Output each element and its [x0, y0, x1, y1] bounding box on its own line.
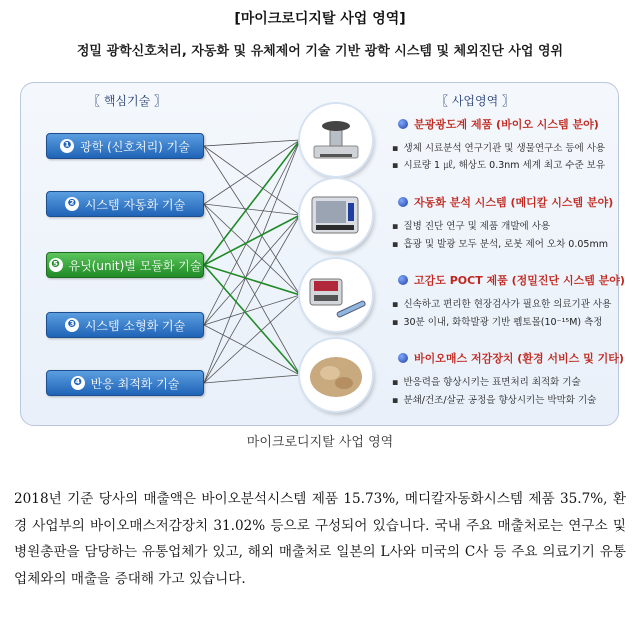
biomass-image: [300, 339, 372, 411]
spectrophotometer-image: [300, 104, 372, 176]
poct-device-image: [300, 259, 372, 331]
tech-label: 시스템 소형화 기술: [84, 318, 186, 333]
business-bullet: ▪ 분쇄/건조/살균 공정을 향상시키는 박막화 기술: [392, 392, 596, 406]
bullet-dot-icon: [398, 353, 408, 363]
tech-number-badge: ❸: [65, 318, 79, 332]
page-title: [마이크로디지탈 사업 영역]: [234, 11, 406, 27]
business-bullet: ▪ 신속하고 편리한 현장검사가 필요한 의료기관 사용: [392, 296, 611, 310]
business-bullet: ▪ 반응력을 향상시키는 표면처리 최적화 기술: [392, 374, 581, 388]
business-title-poct: [398, 272, 625, 288]
business-title-text: 자동화 분석 시스템 (메디칼 시스템 분야): [414, 196, 614, 209]
business-title-automation: [398, 194, 613, 210]
business-area-header: 〖 사업영역 〗: [436, 94, 514, 108]
automated-analyzer-image: [300, 179, 372, 251]
business-bullet: ▪ 30분 이내, 화학발광 기반 펨토몰(10⁻¹⁵M) 측정: [392, 314, 602, 328]
core-tech-header: 〖 핵심기술 〗: [88, 94, 166, 108]
link-line: [204, 140, 300, 146]
bullet-dot-icon: [398, 275, 408, 285]
link-line: [204, 375, 300, 383]
figure-caption: 마이크로디지탈 사업 영역: [246, 435, 394, 450]
tech-reaction-button: [46, 370, 204, 396]
business-title-text: 바이오매스 저감장치 (환경 서비스 및 기타): [414, 352, 624, 365]
bullet-dot-icon: [398, 197, 408, 207]
module-link-line: [204, 140, 300, 265]
automated-analyzer-icon: [300, 179, 372, 251]
business-bullet: ▪ 시료량 1 ㎕, 해상도 0.3nm 세계 최고 수준 보유: [392, 157, 605, 171]
tech-miniaturization-button: [46, 312, 204, 338]
bullet-dot-icon: [398, 119, 408, 129]
biomass-icon: [300, 339, 372, 411]
tech-number-badge: ❶: [60, 139, 74, 153]
tech-number-badge: ❺: [49, 258, 63, 272]
tech-number-badge: ❷: [65, 197, 79, 211]
business-title-spectrophotometer: [398, 116, 599, 132]
body-paragraph: 2018년 기준 당사의 매출액은 바이오분석시스템 제품 15.73%, 메디칼자동화시스템 제품 35.7%, 환경 사업부의 바이오매스저감장치 31.02% 등으로 구성되어 있습니다. 국내 주요 매출처로는 연구소 및 병원총판을 담당하는 유통업체가 있고, 해외 매출처로 일본의 L사와 미국의 C사 등 주요 의료기기 유통업체와의 매출을 증대해 가고 있습니다.: [14, 491, 626, 587]
line-group: [204, 140, 300, 383]
business-bullet: ▪ 흡광 및 발광 모두 분석, 로봇 제어 오차 0.05mm: [392, 236, 608, 250]
link-line: [204, 140, 300, 204]
tech-label: 반응 최적화 기술: [90, 376, 180, 391]
page-subtitle: 정밀 광학신호처리, 자동화 및 유체제어 기술 기반 광학 시스템 및 체외진단 사업 영위: [76, 44, 564, 59]
poct-device-icon: [300, 259, 372, 331]
link-line: [204, 146, 300, 215]
tech-label: 광학 (신호처리) 기술: [80, 139, 190, 154]
spectrophotometer-icon: [300, 104, 372, 176]
link-line: [204, 204, 300, 215]
business-bullet: ▪ 생체 시료분석 연구기관 및 생물연구소 등에 사용: [392, 140, 605, 154]
tech-automation-button: [46, 191, 204, 217]
module-line-group: [204, 140, 300, 375]
business-title-biomass: [398, 350, 624, 366]
link-line: [204, 140, 300, 383]
business-title-text: 고감도 POCT 제품 (정밀진단 시스템 분야): [414, 274, 625, 287]
business-title-text: 분광광도계 제품 (바이오 시스템 분야): [414, 118, 599, 131]
business-bullet: ▪ 질병 진단 연구 및 제품 개발에 사용: [392, 218, 550, 232]
tech-label: 시스템 자동화 기술: [84, 197, 186, 212]
tech-optical-button: [46, 133, 204, 159]
link-line: [204, 204, 300, 375]
tech-label: 유닛(unit)별 모듈화 기술: [68, 258, 202, 273]
tech-module-button: [46, 252, 204, 278]
tech-number-badge: ❹: [71, 376, 85, 390]
